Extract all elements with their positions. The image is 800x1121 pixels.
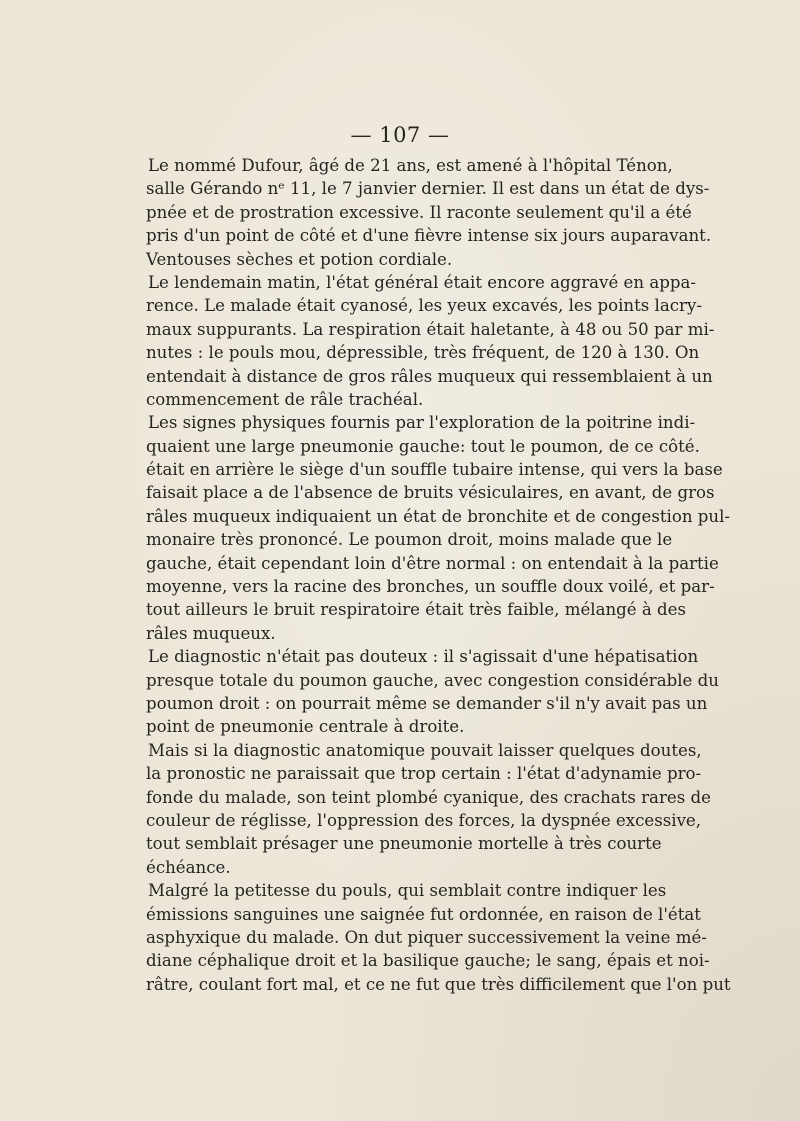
paragraph-5	[146, 739, 711, 879]
text-line: échéance.	[146, 857, 231, 877]
text-line: entendait à distance de gros râles muqueux qui ressemblaient à un	[146, 366, 713, 386]
text-line: rence. Le malade était cyanosé, les yeux excavés, les points lacry-	[146, 296, 702, 316]
text-line: râles muqueux.	[146, 623, 276, 643]
text-line: Le diagnostic n'était pas douteux : il s'agissait d'une hépatisation	[148, 647, 699, 667]
text-line: était en arrière le siège d'un souffle tubaire intense, qui vers la base	[146, 460, 723, 480]
text-line: diane céphalique droit et la basilique gauche; le sang, épais et noi-	[146, 951, 710, 971]
paragraph-1	[146, 154, 712, 271]
text-line: tout semblait présager une pneumonie mortelle à très courte	[146, 834, 662, 854]
paragraph-6	[146, 879, 731, 996]
text-line: point de pneumonie centrale à droite.	[146, 717, 465, 737]
text-line: gauche, était cependant loin d'être normal : on entendait à la partie	[146, 553, 719, 573]
text-line: pris d'un point de côté et d'une fièvre intense six jours auparavant.	[146, 226, 712, 246]
text-line: Les signes physiques fournis par l'exploration de la poitrine indi-	[148, 413, 696, 433]
text-line: presque totale du poumon gauche, avec congestion considérable du	[146, 670, 719, 690]
text-line: commencement de râle trachéal.	[146, 389, 424, 409]
text-line: Le nommé Dufour, âgé de 21 ans, est amené à l'hôpital Ténon,	[148, 156, 673, 175]
text-line: monaire très prononcé. Le poumon droit, moins malade que le	[146, 530, 673, 550]
text-line: nutes : le pouls mou, dépressible, très fréquent, de 120 à 130. On	[146, 343, 700, 363]
text-line: asphyxique du malade. On dut piquer successivement la veine mé-	[146, 927, 707, 947]
text-line: Mais si la diagnostic anatomique pouvait laisser quelques doutes,	[148, 740, 702, 760]
text-line: la pronostic ne paraissait que trop certain : l'état d'adynamie pro-	[146, 764, 702, 784]
text-line: râles muqueux indiquaient un état de bronchite et de congestion pul-	[146, 506, 731, 526]
page-number: — 107 —	[350, 123, 450, 147]
text-line: maux suppurants. La respiration était haletante, à 48 ou 50 par mi-	[146, 319, 715, 339]
text-line: Le lendemain matin, l'état général était encore aggravé en appa-	[148, 272, 696, 292]
text-line: Ventouses sèches et potion cordiale.	[146, 249, 453, 269]
text-line: moyenne, vers la racine des bronches, un souffle doux voilé, et par-	[146, 577, 715, 597]
text-line: fonde du malade, son teint plombé cyanique, des crachats rares de	[146, 787, 711, 807]
text-line: salle Gérando nᵉ 11, le 7 janvier dernier. Il est dans un état de dys-	[146, 179, 710, 199]
text-line: râtre, coulant fort mal, et ce ne fut que très difficilement que l'on put	[146, 974, 731, 994]
text-line: tout ailleurs le bruit respiratoire était très faible, mélangé à des	[146, 600, 687, 620]
paragraph-4	[146, 645, 719, 739]
text-line: faisait place a de l'absence de bruits vésiculaires, en avant, de gros	[146, 483, 715, 503]
text-line: émissions sanguines une saignée fut ordonnée, en raison de l'état	[146, 904, 701, 924]
text-line: quaient une large pneumonie gauche: tout le poumon, de ce côté.	[146, 436, 700, 456]
text-line: poumon droit : on pourrait même se demander s'il n'y avait pas un	[146, 693, 708, 713]
paragraph-3	[146, 411, 731, 645]
body-text	[146, 154, 731, 996]
text-line: pnée et de prostration excessive. Il raconte seulement qu'il a été	[146, 202, 692, 222]
text-line: couleur de réglisse, l'oppression des forces, la dyspnée excessive,	[146, 810, 702, 830]
paragraph-2	[146, 271, 715, 411]
text-line: Malgré la petitesse du pouls, qui semblait contre indiquer les	[148, 881, 667, 901]
